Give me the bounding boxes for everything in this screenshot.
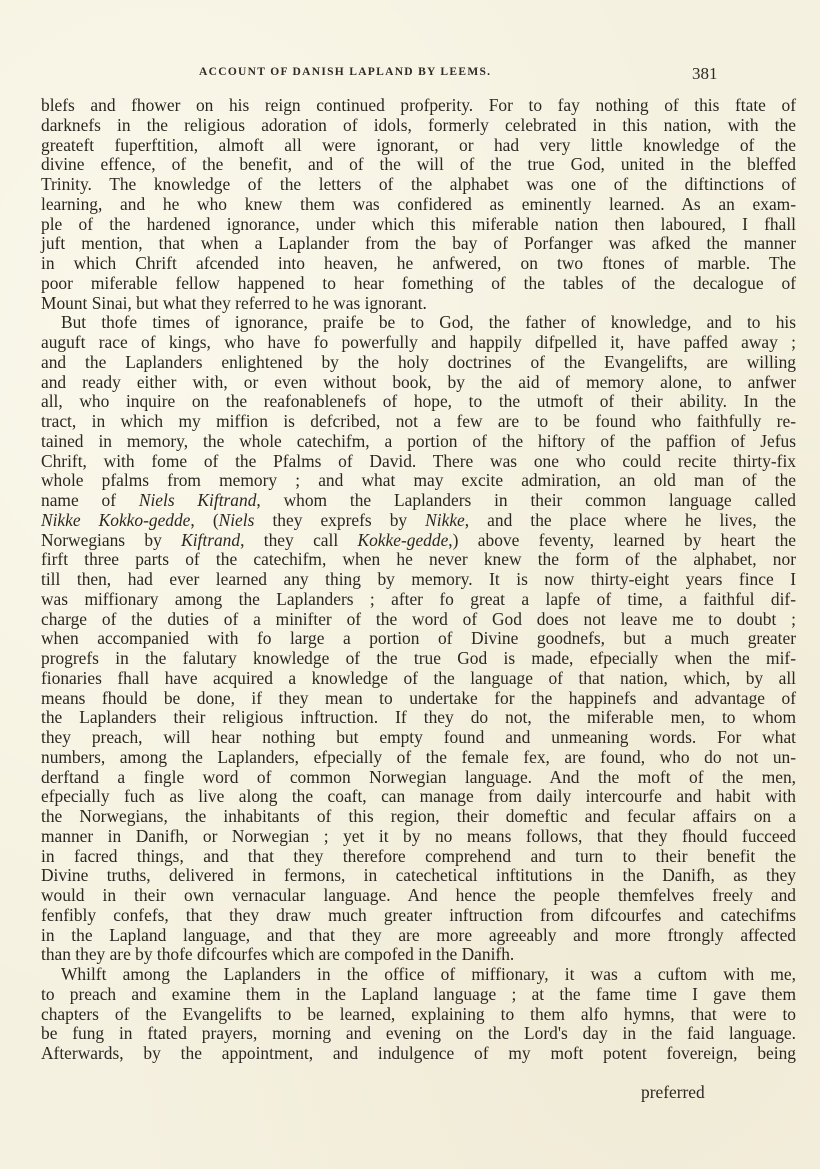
text-line: Chrift, with fome of the Pfalms of David. There was one who could recite thirty-fix: [41, 450, 796, 471]
text-line: But thofe times of ignorance, praife be to God, the father of knowledge, and to his: [61, 312, 796, 333]
text-line: and the Laplanders enlightened by the holy doctrines of the Evangelifts, are willing: [41, 351, 796, 372]
text-line: derftand a fingle word of common Norwegian language. And the moft of the men,: [41, 766, 796, 787]
text-line: chapters of the Evangelifts to be learned, explaining to them alfo hymns, that were to: [41, 1003, 796, 1024]
text-line: name of Niels Kiftrand, whom the Laplanders in their common language called: [41, 490, 797, 510]
text-line: charge of the duties of a minifter of the word of God does not leave me to doubt ;: [41, 608, 796, 629]
text-line: the Laplanders their religious inftruction. If they do not, the miferable men, to whom: [41, 707, 796, 728]
body-text: [41, 96, 796, 1064]
text-line: ple of the hardened ignorance, under which this miferable nation then laboured, I fhall: [41, 213, 796, 234]
text-line: than they are by thofe difcourfes which are compofed in the Danifh.: [41, 944, 515, 965]
text-line: blefs and fhower on his reign continued profperity. For to fay nothing of this ftate of: [41, 95, 796, 115]
text-line: Afterwards, by the appointment, and indulgence of my moft potent fovereign, being: [41, 1043, 796, 1063]
text-line: darknefs in the religious adoration of idols, formerly celebrated in this nation, with the: [41, 114, 796, 135]
text-line: learning, and he who knew them was confidered as eminently learned. As an exam-: [41, 193, 796, 214]
text-line: Trinity. The knowledge of the letters of the alphabet was one of the diftinctions of: [41, 174, 796, 194]
text-line: Divine truths, delivered in fermons, in catechetical inftitutions in the Danifh, as they: [41, 865, 796, 886]
paragraph: [41, 96, 796, 313]
text-line: manner in Danifh, or Norwegian ; yet it by no means follows, that they fhould fucceed: [41, 825, 796, 846]
text-line: the Norwegians, the inhabitants of this region, their domeftic and fecular affairs on a: [41, 806, 796, 826]
text-line: progrefs in the falutary knowledge of the true God is made, efpecially when the mif-: [41, 648, 796, 668]
text-line: whole pfalms from memory ; and what may excite admiration, an old man of the: [41, 470, 796, 491]
paragraph: [41, 313, 796, 965]
paragraph: [41, 965, 796, 1064]
text-line: in which Chrift afcended into heaven, he anfwered, on two ftones of marble. The: [41, 253, 796, 273]
running-header: [0, 64, 820, 90]
text-line: in the Lapland language, and that they are more agreeably and more ftrongly affected: [41, 924, 796, 945]
text-line: firft three parts of the catechifm, when he never knew the form of the alphabet, nor: [41, 549, 796, 570]
text-line: till then, had ever learned any thing by memory. It is now thirty-eight years fince I: [41, 569, 796, 589]
text-line: divine effence, of the benefit, and of the will of the true God, united in the bleffed: [41, 154, 796, 175]
text-line: juft mention, that when a Laplander from the bay of Porfanger was afked the manner: [41, 233, 796, 254]
text-line: was miffionary among the Laplanders ; after fo great a lapfe of time, a faithful dif-: [41, 588, 796, 609]
text-line: numbers, among the Laplanders, efpecially of the female fex, are found, who do not un-: [41, 746, 796, 767]
text-line: means fhould be done, if they mean to undertake for the happinefs and advantage of: [41, 687, 796, 708]
text-line: Mount Sinai, but what they referred to he was ignorant.: [41, 292, 427, 313]
text-line: efpecially fuch as live along the coaft, can manage from daily intercourfe and habit with: [41, 786, 796, 807]
text-line: in facred things, and that they therefore comprehend and turn to their benefit the: [41, 845, 796, 866]
text-line: Nikke Kokko-gedde, (Niels they exprefs by Nikke, and the place where he lives, the: [41, 509, 796, 530]
text-line: fionaries fhall have acquired a knowledge of the language of that nation, which, by all: [41, 667, 796, 688]
text-line: Whilft among the Laplanders in the office of miffionary, it was a cuftom with me,: [61, 964, 796, 984]
text-line: be fung in ftated prayers, morning and evening on the Lord's day in the faid language.: [41, 1023, 796, 1044]
text-line: all, who inquire on the reafonablenefs of hope, to the utmoft of their ability. In the: [41, 391, 796, 412]
text-line: poor miferable fellow happened to hear fomething of the tables of the decalogue of: [41, 272, 796, 293]
text-line: when accompanied with fo large a portion of Divine goodnefs, but a much greater: [41, 628, 796, 649]
text-line: tract, in which my miffion is defcribed, not a few are to be found who faithfully re-: [41, 411, 796, 431]
text-line: Norwegians by Kiftrand, they call Kokke-gedde,) above feventy, learned by heart the: [41, 529, 796, 550]
text-line: fenfibly confefs, that they draw much greater inftruction from difcourfes and catechifms: [41, 904, 796, 925]
catchword: preferred: [641, 1082, 705, 1102]
text-line: and ready either with, or even without book, by the aid of memory alone, to anfwer: [41, 371, 796, 392]
text-line: auguft race of kings, who have fo powerfully and happily difpelled it, have paffed away ;: [41, 332, 796, 352]
text-line: would in their own vernacular language. And hence the people themfelves freely and: [41, 885, 796, 905]
text-line: tained in memory, the whole catechifm, a portion of the hiftory of the paffion of Jefus: [41, 430, 796, 451]
running-title: ACCOUNT OF DANISH LAPLAND BY LEEMS.: [199, 66, 492, 78]
text-line: to preach and examine them in the Lapland language ; at the fame time I gave them: [41, 983, 796, 1004]
text-line: they preach, will hear nothing but empty found and unmeaning words. For what: [41, 727, 796, 747]
page-number: 381: [692, 64, 718, 83]
text-line: greateft fuperftition, almoft all were ignorant, or had very little knowledge of the: [41, 134, 796, 155]
